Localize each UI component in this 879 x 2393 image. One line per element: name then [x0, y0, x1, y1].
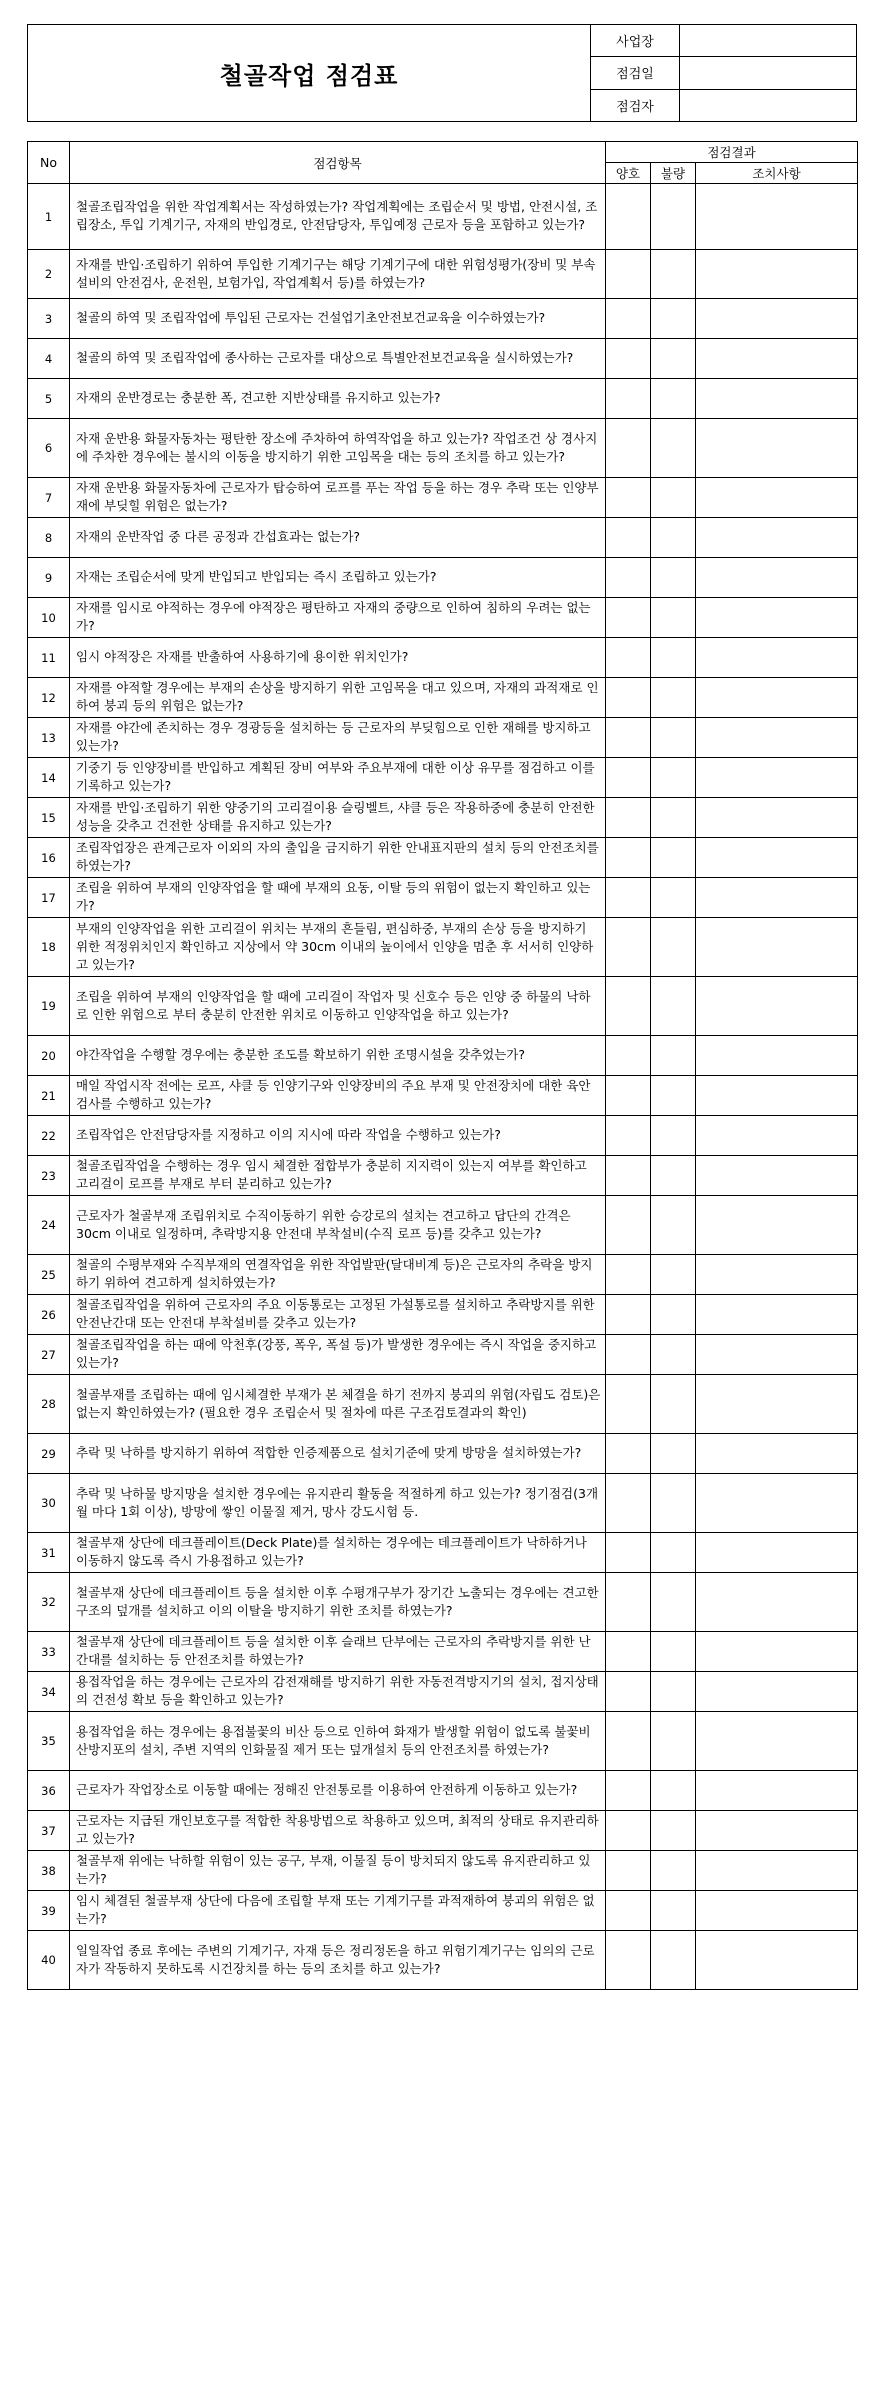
good-check-cell[interactable]	[606, 184, 651, 250]
row-number: 8	[28, 518, 70, 558]
action-note-cell[interactable]	[696, 339, 858, 379]
table-row	[28, 1672, 858, 1712]
site-field[interactable]	[680, 25, 856, 56]
row-number: 2	[28, 250, 70, 299]
check-item-text: 철골부재 상단에 데크플레이트 등을 설치한 이후 수평개구부가 장기간 노출되는 경우에는 견고한 구조의 덮개를 설치하고 이의 이탈을 방지하기 위한 조치를 하였는가?	[70, 1573, 606, 1632]
info-row-date	[591, 57, 856, 89]
bad-check-cell[interactable]	[651, 1196, 696, 1255]
good-check-cell[interactable]	[606, 1156, 651, 1196]
inspection-date-field[interactable]	[680, 57, 856, 88]
action-note-cell[interactable]	[696, 1076, 858, 1116]
table-row	[28, 638, 858, 678]
good-check-cell[interactable]	[606, 1434, 651, 1474]
row-number: 19	[28, 977, 70, 1036]
check-item-text: 조립을 위하여 부재의 인양작업을 할 때에 고리걸이 작업자 및 신호수 등은 인양 중 하물의 낙하로 인한 위험으로 부터 충분히 안전한 위치로 이동하고 인양작업을 하고 있는가?	[70, 977, 606, 1036]
bad-check-cell[interactable]	[651, 918, 696, 977]
row-number: 38	[28, 1851, 70, 1891]
action-note-cell[interactable]	[696, 878, 858, 918]
table-row	[28, 1851, 858, 1891]
bad-check-cell[interactable]	[651, 1156, 696, 1196]
table-row	[28, 1116, 858, 1156]
good-check-cell[interactable]	[606, 918, 651, 977]
bad-check-cell[interactable]	[651, 758, 696, 798]
table-row	[28, 1335, 858, 1375]
action-note-cell[interactable]	[696, 638, 858, 678]
table-row	[28, 1036, 858, 1076]
good-check-cell[interactable]	[606, 1474, 651, 1533]
check-item-text: 철골조립작업을 위하여 근로자의 주요 이동통로는 고정된 가설통로를 설치하고 추락방지를 위한 안전난간대 또는 안전대 부착설비를 갖추고 있는가?	[70, 1295, 606, 1335]
table-row	[28, 1434, 858, 1474]
good-check-cell[interactable]	[606, 838, 651, 878]
good-check-cell[interactable]	[606, 1116, 651, 1156]
table-row	[28, 379, 858, 419]
bad-check-cell[interactable]	[651, 1255, 696, 1295]
good-check-cell[interactable]	[606, 339, 651, 379]
good-check-cell[interactable]	[606, 1255, 651, 1295]
check-item-text: 용접작업을 하는 경우에는 용접불꽃의 비산 등으로 인하여 화재가 발생할 위험이 없도록 불꽃비산방지포의 설치, 주변 지역의 인화물질 제거 또는 덮개설치 등의 안전조치를 하였는가?	[70, 1712, 606, 1771]
action-note-cell[interactable]	[696, 1295, 858, 1335]
row-number: 5	[28, 379, 70, 419]
check-item-text: 자재 운반용 화물자동차는 평탄한 장소에 주차하여 하역작업을 하고 있는가? 작업조건 상 경사지에 주차한 경우에는 불시의 이동을 방지하기 위한 고임목을 대는 등의 조치를 하고 있는가?	[70, 419, 606, 478]
table-row	[28, 184, 858, 250]
check-item-text: 조립작업은 안전담당자를 지정하고 이의 지시에 따라 작업을 수행하고 있는가?	[70, 1116, 606, 1156]
check-item-text: 자재를 반입·조립하기 위한 양중기의 고리걸이용 슬링벨트, 샤클 등은 작용하중에 충분히 안전한 성능을 갖추고 건전한 상태를 유지하고 있는가?	[70, 798, 606, 838]
table-row	[28, 598, 858, 638]
action-note-cell[interactable]	[696, 1335, 858, 1375]
row-number: 33	[28, 1632, 70, 1672]
table-row	[28, 1573, 858, 1632]
table-row	[28, 1811, 858, 1851]
action-note-cell[interactable]	[696, 1434, 858, 1474]
row-number: 4	[28, 339, 70, 379]
bad-check-cell[interactable]	[651, 1573, 696, 1632]
check-item-text: 근로자는 지급된 개인보호구를 적합한 착용방법으로 착용하고 있으며, 최적의 상태로 유지관리하고 있는가?	[70, 1811, 606, 1851]
table-row	[28, 1076, 858, 1116]
row-number: 26	[28, 1295, 70, 1335]
good-check-cell[interactable]	[606, 379, 651, 419]
bad-check-cell[interactable]	[651, 379, 696, 419]
good-check-cell[interactable]	[606, 1672, 651, 1712]
table-header-row	[28, 142, 858, 163]
table-row	[28, 1156, 858, 1196]
check-item-text: 자재를 임시로 야적하는 경우에 야적장은 평탄하고 자재의 중량으로 인하여 침하의 우려는 없는가?	[70, 598, 606, 638]
bad-check-cell[interactable]	[651, 1076, 696, 1116]
bad-check-cell[interactable]	[651, 1335, 696, 1375]
bad-check-cell[interactable]	[651, 977, 696, 1036]
bad-check-cell[interactable]	[651, 250, 696, 299]
action-note-cell[interactable]	[696, 718, 858, 758]
action-note-cell[interactable]	[696, 1116, 858, 1156]
check-item-text: 부재의 인양작업을 위한 고리걸이 위치는 부재의 흔들림, 편심하중, 부재의 손상 등을 방지하기 위한 적정위치인지 확인하고 지상에서 약 30cm 이내의 높이에서 인양을 멈춘 후 서서히 인양하고 있는가?	[70, 918, 606, 977]
good-check-cell[interactable]	[606, 1196, 651, 1255]
row-number: 20	[28, 1036, 70, 1076]
bad-check-cell[interactable]	[651, 638, 696, 678]
header-info-fields	[591, 25, 856, 121]
check-item-text: 철골의 하역 및 조립작업에 종사하는 근로자를 대상으로 특별안전보건교육을 실시하였는가?	[70, 339, 606, 379]
action-note-cell[interactable]	[696, 1036, 858, 1076]
action-note-cell[interactable]	[696, 1672, 858, 1712]
check-item-text: 매일 작업시작 전에는 로프, 샤클 등 인양기구와 인양장비의 주요 부재 및 안전장치에 대한 육안검사를 수행하고 있는가?	[70, 1076, 606, 1116]
table-row	[28, 1931, 858, 1990]
good-check-cell[interactable]	[606, 558, 651, 598]
table-row	[28, 1712, 858, 1771]
row-number: 7	[28, 478, 70, 518]
good-check-cell[interactable]	[606, 1573, 651, 1632]
action-note-cell[interactable]	[696, 798, 858, 838]
table-row	[28, 758, 858, 798]
check-item-text: 자재의 운반경로는 충분한 폭, 견고한 지반상태를 유지하고 있는가?	[70, 379, 606, 419]
row-number: 12	[28, 678, 70, 718]
table-row	[28, 718, 858, 758]
bad-check-cell[interactable]	[651, 518, 696, 558]
table-row	[28, 1891, 858, 1931]
bad-check-cell[interactable]	[651, 419, 696, 478]
row-number: 24	[28, 1196, 70, 1255]
bad-check-cell[interactable]	[651, 1931, 696, 1990]
row-number: 3	[28, 299, 70, 339]
good-check-cell[interactable]	[606, 678, 651, 718]
good-check-cell[interactable]	[606, 1931, 651, 1990]
good-check-cell[interactable]	[606, 718, 651, 758]
column-header-action: 조치사항	[696, 163, 858, 184]
table-row	[28, 1375, 858, 1434]
row-number: 11	[28, 638, 70, 678]
action-note-cell[interactable]	[696, 184, 858, 250]
row-number: 35	[28, 1712, 70, 1771]
row-number: 29	[28, 1434, 70, 1474]
row-number: 18	[28, 918, 70, 977]
action-note-cell[interactable]	[696, 518, 858, 558]
good-check-cell[interactable]	[606, 878, 651, 918]
check-item-text: 조립을 위하여 부재의 인양작업을 할 때에 부재의 요동, 이탈 등의 위험이 없는지 확인하고 있는가?	[70, 878, 606, 918]
good-check-cell[interactable]	[606, 1335, 651, 1375]
table-row	[28, 419, 858, 478]
table-row	[28, 1632, 858, 1672]
table-row	[28, 977, 858, 1036]
row-number: 21	[28, 1076, 70, 1116]
action-note-cell[interactable]	[696, 838, 858, 878]
table-row	[28, 1255, 858, 1295]
action-note-cell[interactable]	[696, 678, 858, 718]
action-note-cell[interactable]	[696, 598, 858, 638]
check-item-text: 자재를 야간에 존치하는 경우 경광등을 설치하는 등 근로자의 부딪힘으로 인한 재해를 방지하고 있는가?	[70, 718, 606, 758]
check-item-text: 추락 및 낙하물 방지망을 설치한 경우에는 유지관리 활동을 적절하게 하고 있는가? 정기점검(3개월 마다 1회 이상), 방망에 쌓인 이물질 제거, 망사 강도시험 등.	[70, 1474, 606, 1533]
good-check-cell[interactable]	[606, 1533, 651, 1573]
row-number: 1	[28, 184, 70, 250]
header-block	[27, 24, 857, 122]
good-check-cell[interactable]	[606, 478, 651, 518]
row-number: 22	[28, 1116, 70, 1156]
table-row	[28, 478, 858, 518]
row-number: 31	[28, 1533, 70, 1573]
table-row	[28, 878, 858, 918]
action-note-cell[interactable]	[696, 1156, 858, 1196]
row-number: 10	[28, 598, 70, 638]
action-note-cell[interactable]	[696, 1712, 858, 1771]
action-note-cell[interactable]	[696, 1533, 858, 1573]
check-item-text: 자재를 야적할 경우에는 부재의 손상을 방지하기 위한 고임목을 대고 있으며, 자재의 과적재로 인하여 붕괴 등의 위험은 없는가?	[70, 678, 606, 718]
page-title: 철골작업 점검표	[28, 25, 591, 121]
inspection-date-label: 점검일	[591, 57, 680, 88]
check-item-text: 자재는 조립순서에 맞게 반입되고 반입되는 즉시 조립하고 있는가?	[70, 558, 606, 598]
check-item-text: 근로자가 작업장소로 이동할 때에는 정해진 안전통로를 이용하여 안전하게 이동하고 있는가?	[70, 1771, 606, 1811]
check-item-text: 추락 및 낙하를 방지하기 위하여 적합한 인증제품으로 설치기준에 맞게 방망을 설치하였는가?	[70, 1434, 606, 1474]
bad-check-cell[interactable]	[651, 1375, 696, 1434]
bad-check-cell[interactable]	[651, 598, 696, 638]
check-item-text: 철골의 수평부재와 수직부재의 연결작업을 위한 작업발판(달대비계 등)은 근로자의 추락을 방지하기 위하여 견고하게 설치하였는가?	[70, 1255, 606, 1295]
table-row	[28, 838, 858, 878]
table-row	[28, 1474, 858, 1533]
row-number: 16	[28, 838, 70, 878]
check-item-text: 철골부재 상단에 데크플레이트(Deck Plate)를 설치하는 경우에는 데크플레이트가 낙하하거나 이동하지 않도록 즉시 가용접하고 있는가?	[70, 1533, 606, 1573]
action-note-cell[interactable]	[696, 478, 858, 518]
row-number: 14	[28, 758, 70, 798]
bad-check-cell[interactable]	[651, 1295, 696, 1335]
column-header-item: 점검항목	[70, 142, 606, 184]
table-row	[28, 918, 858, 977]
table-row	[28, 250, 858, 299]
action-note-cell[interactable]	[696, 419, 858, 478]
action-note-cell[interactable]	[696, 1771, 858, 1811]
action-note-cell[interactable]	[696, 918, 858, 977]
bad-check-cell[interactable]	[651, 1474, 696, 1533]
check-item-text: 철골조립작업을 하는 때에 악천후(강풍, 폭우, 폭설 등)가 발생한 경우에는 즉시 작업을 중지하고 있는가?	[70, 1335, 606, 1375]
bad-check-cell[interactable]	[651, 878, 696, 918]
check-item-text: 자재를 반입·조립하기 위하여 투입한 기계기구는 해당 기계기구에 대한 위험성평가(장비 및 부속설비의 안전검사, 운전원, 보험가입, 작업계획서 등)를 하였는가?	[70, 250, 606, 299]
bad-check-cell[interactable]	[651, 1434, 696, 1474]
table-row	[28, 518, 858, 558]
check-item-text: 일일작업 종료 후에는 주변의 기계기구, 자재 등은 정리정돈을 하고 위험기계기구는 임의의 근로자가 작동하지 못하도록 시건장치를 하는 등의 조치를 하고 있는가?	[70, 1931, 606, 1990]
action-note-cell[interactable]	[696, 1811, 858, 1851]
bad-check-cell[interactable]	[651, 1036, 696, 1076]
row-number: 25	[28, 1255, 70, 1295]
bad-check-cell[interactable]	[651, 838, 696, 878]
check-item-text: 철골부재 상단에 데크플레이트 등을 설치한 이후 슬래브 단부에는 근로자의 추락방지를 위한 난간대를 설치하는 등 안전조치를 하였는가?	[70, 1632, 606, 1672]
bad-check-cell[interactable]	[651, 1533, 696, 1573]
bad-check-cell[interactable]	[651, 1672, 696, 1712]
table-row	[28, 339, 858, 379]
row-number: 23	[28, 1156, 70, 1196]
good-check-cell[interactable]	[606, 1076, 651, 1116]
column-header-good: 양호	[606, 163, 651, 184]
check-item-text: 근로자가 철골부재 조립위치로 수직이동하기 위한 승강로의 설치는 견고하고 답단의 간격은 30cm 이내로 일정하며, 추락방지용 안전대 부착설비(수직 로프 등)를 갖추고 있는가?	[70, 1196, 606, 1255]
bad-check-cell[interactable]	[651, 299, 696, 339]
table-row	[28, 1771, 858, 1811]
check-item-text: 기중기 등 인양장비를 반입하고 계획된 장비 여부와 주요부재에 대한 이상 유무를 점검하고 이를 기록하고 있는가?	[70, 758, 606, 798]
action-note-cell[interactable]	[696, 1196, 858, 1255]
info-row-inspector	[591, 90, 856, 121]
table-row	[28, 1295, 858, 1335]
table-row	[28, 1533, 858, 1573]
action-note-cell[interactable]	[696, 1474, 858, 1533]
table-row	[28, 1196, 858, 1255]
row-number: 30	[28, 1474, 70, 1533]
inspector-label: 점검자	[591, 90, 680, 121]
site-label: 사업장	[591, 25, 680, 56]
good-check-cell[interactable]	[606, 1632, 651, 1672]
good-check-cell[interactable]	[606, 1851, 651, 1891]
check-item-text: 야간작업을 수행할 경우에는 충분한 조도를 확보하기 위한 조명시설을 갖추었는가?	[70, 1036, 606, 1076]
good-check-cell[interactable]	[606, 250, 651, 299]
good-check-cell[interactable]	[606, 1712, 651, 1771]
check-item-text: 자재 운반용 화물자동차에 근로자가 탑승하여 로프를 푸는 작업 등을 하는 경우 추락 또는 인양부재에 부딪힐 위험은 없는가?	[70, 478, 606, 518]
good-check-cell[interactable]	[606, 977, 651, 1036]
inspector-field[interactable]	[680, 90, 856, 121]
bad-check-cell[interactable]	[651, 1712, 696, 1771]
check-item-text: 철골조립작업을 수행하는 경우 임시 체결한 접합부가 충분히 지지력이 있는지 여부를 확인하고 고리걸이 로프를 부재로 부터 분리하고 있는가?	[70, 1156, 606, 1196]
check-item-text: 철골조립작업을 위한 작업계획서는 작성하였는가? 작업계획에는 조립순서 및 방법, 안전시설, 조립장소, 투입 기계기구, 자재의 반입경로, 안전담당자, 투입예정 근로자 등을 포함하고 있는가?	[70, 184, 606, 250]
action-note-cell[interactable]	[696, 1375, 858, 1434]
good-check-cell[interactable]	[606, 638, 651, 678]
column-header-result: 점검결과	[606, 142, 858, 163]
bad-check-cell[interactable]	[651, 478, 696, 518]
bad-check-cell[interactable]	[651, 718, 696, 758]
check-item-text: 조립작업장은 관계근로자 이외의 자의 출입을 금지하기 위한 안내표지판의 설치 등의 안전조치를 하였는가?	[70, 838, 606, 878]
table-row	[28, 798, 858, 838]
check-item-text: 자재의 운반작업 중 다른 공정과 간섭효과는 없는가?	[70, 518, 606, 558]
action-note-cell[interactable]	[696, 1632, 858, 1672]
action-note-cell[interactable]	[696, 1931, 858, 1990]
table-row	[28, 678, 858, 718]
row-number: 9	[28, 558, 70, 598]
action-note-cell[interactable]	[696, 299, 858, 339]
good-check-cell[interactable]	[606, 758, 651, 798]
row-number: 34	[28, 1672, 70, 1712]
row-number: 13	[28, 718, 70, 758]
row-number: 27	[28, 1335, 70, 1375]
check-item-text: 철골부재 위에는 낙하할 위험이 있는 공구, 부재, 이물질 등이 방치되지 않도록 유지관리하고 있는가?	[70, 1851, 606, 1891]
column-header-no: No	[28, 142, 70, 184]
bad-check-cell[interactable]	[651, 678, 696, 718]
action-note-cell[interactable]	[696, 558, 858, 598]
bad-check-cell[interactable]	[651, 1771, 696, 1811]
action-note-cell[interactable]	[696, 758, 858, 798]
row-number: 28	[28, 1375, 70, 1434]
column-header-bad: 불량	[651, 163, 696, 184]
action-note-cell[interactable]	[696, 1573, 858, 1632]
good-check-cell[interactable]	[606, 1036, 651, 1076]
good-check-cell[interactable]	[606, 299, 651, 339]
row-number: 36	[28, 1771, 70, 1811]
bad-check-cell[interactable]	[651, 1632, 696, 1672]
bad-check-cell[interactable]	[651, 1811, 696, 1851]
action-note-cell[interactable]	[696, 1891, 858, 1931]
good-check-cell[interactable]	[606, 1375, 651, 1434]
good-check-cell[interactable]	[606, 1771, 651, 1811]
good-check-cell[interactable]	[606, 518, 651, 558]
good-check-cell[interactable]	[606, 598, 651, 638]
table-row	[28, 558, 858, 598]
checklist-body	[28, 184, 858, 1990]
good-check-cell[interactable]	[606, 419, 651, 478]
row-number: 37	[28, 1811, 70, 1851]
action-note-cell[interactable]	[696, 1851, 858, 1891]
action-note-cell[interactable]	[696, 379, 858, 419]
good-check-cell[interactable]	[606, 798, 651, 838]
check-item-text: 철골의 하역 및 조립작업에 투입된 근로자는 건설업기초안전보건교육을 이수하였는가?	[70, 299, 606, 339]
bad-check-cell[interactable]	[651, 184, 696, 250]
bad-check-cell[interactable]	[651, 1116, 696, 1156]
checklist-table	[27, 141, 858, 1990]
bad-check-cell[interactable]	[651, 1891, 696, 1931]
row-number: 40	[28, 1931, 70, 1990]
action-note-cell[interactable]	[696, 250, 858, 299]
good-check-cell[interactable]	[606, 1811, 651, 1851]
good-check-cell[interactable]	[606, 1295, 651, 1335]
check-item-text: 용접작업을 하는 경우에는 근로자의 감전재해를 방지하기 위한 자동전격방지기의 설치, 접지상태의 건전성 확보 등을 확인하고 있는가?	[70, 1672, 606, 1712]
action-note-cell[interactable]	[696, 1255, 858, 1295]
table-row	[28, 299, 858, 339]
bad-check-cell[interactable]	[651, 1851, 696, 1891]
row-number: 17	[28, 878, 70, 918]
action-note-cell[interactable]	[696, 977, 858, 1036]
bad-check-cell[interactable]	[651, 798, 696, 838]
check-item-text: 철골부재를 조립하는 때에 임시체결한 부재가 본 체결을 하기 전까지 붕괴의 위험(자립도 검토)은 없는지 확인하였는가? (필요한 경우 조립순서 및 절차에 따른 구조검토결과의 확인)	[70, 1375, 606, 1434]
bad-check-cell[interactable]	[651, 558, 696, 598]
row-number: 32	[28, 1573, 70, 1632]
row-number: 39	[28, 1891, 70, 1931]
bad-check-cell[interactable]	[651, 339, 696, 379]
info-row-site	[591, 25, 856, 57]
row-number: 15	[28, 798, 70, 838]
row-number: 6	[28, 419, 70, 478]
check-item-text: 임시 체결된 철골부재 상단에 다음에 조립할 부재 또는 기계기구를 과적재하여 붕괴의 위험은 없는가?	[70, 1891, 606, 1931]
check-item-text: 임시 야적장은 자재를 반출하여 사용하기에 용이한 위치인가?	[70, 638, 606, 678]
good-check-cell[interactable]	[606, 1891, 651, 1931]
